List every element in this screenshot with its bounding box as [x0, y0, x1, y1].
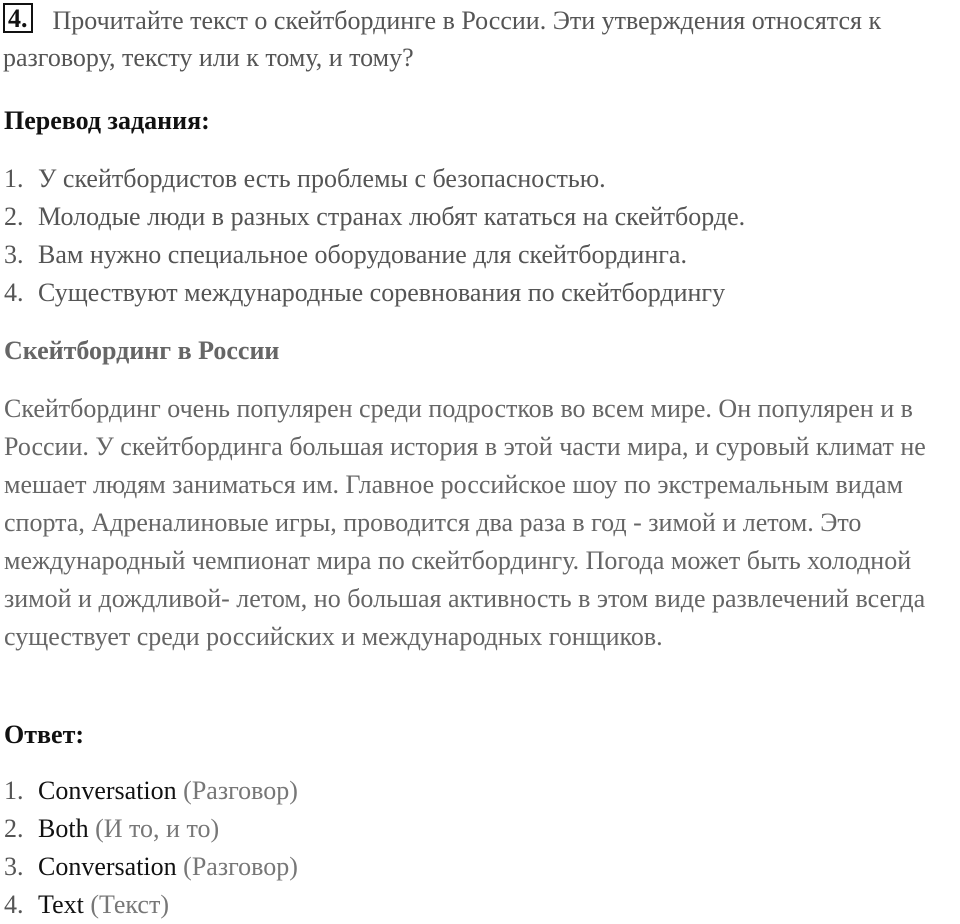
answer-russian: (Текст) [90, 890, 169, 919]
item-number: 3. [4, 240, 24, 269]
item-text: У скейтбордистов есть проблемы с безопасностью. [38, 164, 606, 193]
answer-english: Conversation [38, 852, 177, 881]
item-number: 4. [4, 278, 24, 307]
answer-russian: (И то, и то) [95, 814, 220, 843]
answer-english: Text [38, 890, 84, 919]
task-number-badge: 4. [3, 3, 33, 33]
translation-item [4, 236, 745, 274]
item-number: 4. [4, 890, 24, 919]
reading-body: Скейтбординг очень популярен среди подростков во всем мире. Он популярен и в России. У скейтбординга большая история в этой части мира, и суровый климат не мешает людям заниматься им. Главное российское шоу по экстремальным видам спорта, Адреналиновые игры, проводится два раза в год - зимой и летом. Это международный чемпионат мира по скейтбордингу. Погода может быть холодной зимой и дождливой- летом, но большая активность в этом виде развлечений всегда существует среди российских и международных гонщиков. [4, 394, 926, 651]
task-instruction [3, 2, 958, 76]
reading-title: Скейтбординг в России [4, 336, 280, 365]
item-number: 1. [4, 164, 24, 193]
item-number: 2. [4, 202, 24, 231]
answer-heading: Ответ: [4, 720, 85, 749]
translation-item [4, 198, 745, 236]
translation-heading: Перевод задания: [4, 106, 210, 135]
answer-item [4, 886, 298, 924]
task-instruction-text: Прочитайте текст о скейтбординге в России. Эти утверждения относятся к разговору, тексту или к тому, и тому? [3, 6, 882, 72]
answer-russian: (Разговор) [183, 852, 298, 881]
item-number: 3. [4, 852, 24, 881]
item-text: Существуют международные соревнования по скейтбордингу [38, 278, 726, 307]
answer-russian: (Разговор) [183, 776, 298, 805]
answer-item [4, 772, 298, 810]
answer-list [4, 772, 298, 924]
translation-item [4, 160, 745, 198]
answer-english: Both [38, 814, 89, 843]
item-number: 2. [4, 814, 24, 843]
answer-item [4, 810, 298, 848]
item-number: 1. [4, 776, 24, 805]
answer-english: Conversation [38, 776, 177, 805]
item-text: Молодые люди в разных странах любят кататься на скейтборде. [38, 202, 746, 231]
translation-item [4, 274, 745, 312]
answer-item [4, 848, 298, 886]
translation-list [4, 160, 745, 312]
item-text: Вам нужно специальное оборудование для скейтбординга. [38, 240, 687, 269]
